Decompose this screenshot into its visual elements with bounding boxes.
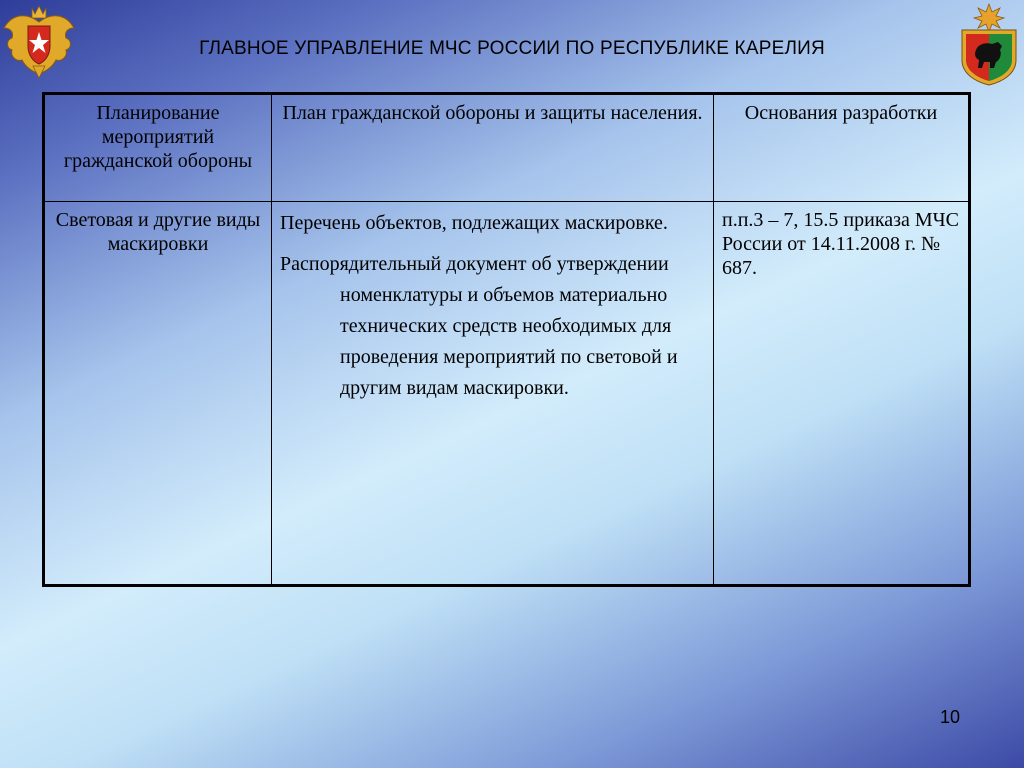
document-item: Перечень объектов, подлежащих маскировке.	[280, 212, 668, 234]
table-header-row	[44, 94, 970, 202]
table-row	[44, 202, 970, 586]
row-documents-cell	[272, 202, 714, 586]
header-cell-basis: Основания разработки	[714, 94, 970, 202]
document-item: Распорядительный документ об утверждении номенклатуры и объемов материально технических средств необходимых для проведения мероприятий по световой и другим видам маскировки.	[280, 253, 678, 399]
planning-table	[42, 92, 971, 587]
header-cell-planning: Планирование мероприятий гражданской обороны	[44, 94, 272, 202]
header-cell-plan: План гражданской обороны и защиты населения.	[272, 94, 714, 202]
row-basis-cell: п.п.3 – 7, 15.5 приказа МЧС России от 14.11.2008 г. № 687.	[714, 202, 970, 586]
row-category-cell: Световая и другие виды маскировки	[44, 202, 272, 586]
page-number: 10	[940, 707, 961, 727]
slide-title: ГЛАВНОЕ УПРАВЛЕНИЕ МЧС РОССИИ ПО РЕСПУБЛИКЕ КАРЕЛИЯ	[199, 38, 825, 59]
